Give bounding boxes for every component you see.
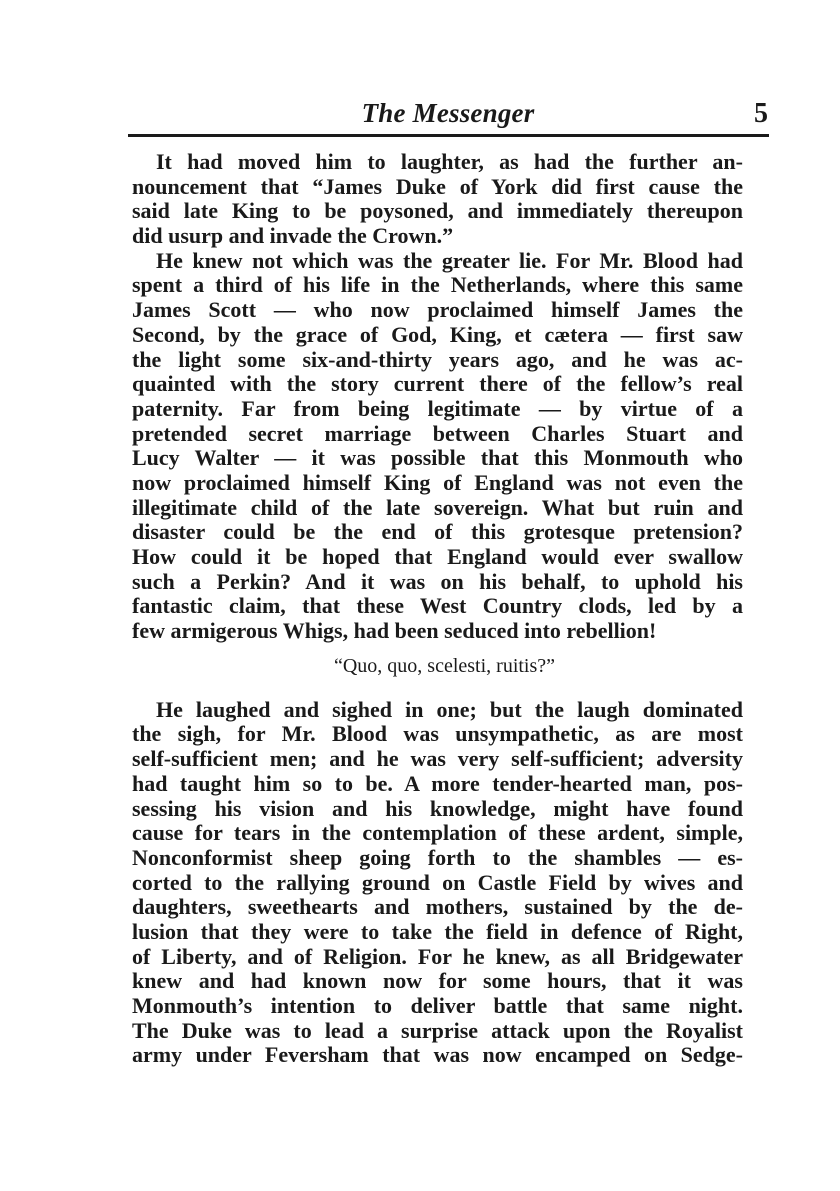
text-line: fantastic claim, that these West Country clods, led by a	[132, 594, 743, 619]
text-line: The Duke was to lead a surprise attack upon the Royalist	[132, 1018, 743, 1043]
paragraph-1	[132, 150, 743, 249]
text-line: the light some six-and-thirty years ago, and he was ac-	[132, 347, 743, 372]
text-line: He laughed and sighed in one; but the laugh dominated	[156, 697, 743, 722]
latin-quote	[132, 654, 743, 680]
text-line: Second, by the grace of God, King, et cætera — first saw	[132, 322, 743, 347]
text-line: did usurp and invade the Crown.”	[132, 224, 454, 249]
page-header	[128, 96, 768, 132]
text-line: few armigerous Whigs, had been seduced into rebellion!	[132, 619, 657, 644]
text-line: lusion that they were to take the field in defence of Right,	[132, 919, 743, 944]
text-line: Nonconformist sheep going forth to the shambles — es-	[132, 845, 743, 870]
text-line: sessing his vision and his knowledge, might have found	[132, 796, 743, 821]
text-line: How could it be hoped that England would ever swallow	[132, 545, 743, 569]
text-line: disaster could be the end of this grotesque pretension?	[132, 520, 743, 545]
text-line: corted to the rallying ground on Castle Field by wives and	[132, 870, 743, 895]
text-line: Monmouth’s intention to deliver battle that same night.	[132, 994, 743, 1018]
text-line: knew and had known now for some hours, that it was	[132, 969, 743, 994]
text-line: James Scott — who now proclaimed himself James the	[132, 298, 743, 323]
text-line: nouncement that “James Duke of York did first cause the	[132, 174, 743, 199]
text-line: He knew not which was the greater lie. For Mr. Blood had	[156, 248, 743, 273]
text-line: had taught him so to be. A more tender-hearted man, pos-	[132, 771, 743, 796]
text-line: spent a third of his life in the Netherlands, where this same	[132, 273, 743, 298]
text-line: self-sufficient men; and he was very self-sufficient; adversity	[132, 747, 743, 772]
paragraph-2	[132, 249, 743, 644]
text-line: of Liberty, and of Religion. For he knew, as all Bridgewater	[132, 944, 743, 969]
text-line: said late King to be poysoned, and immediately thereupon	[132, 199, 743, 224]
text-line: Lucy Walter — it was possible that this Monmouth who	[132, 446, 743, 471]
text-line: such a Perkin? And it was on his behalf, to uphold his	[132, 569, 743, 594]
quote-text: “Quo, quo, scelesti, ruitis?”	[333, 654, 556, 677]
header-rule	[128, 134, 769, 137]
text-line: army under Feversham that was now encamped on Sedge-	[132, 1043, 743, 1068]
text-line: now proclaimed himself King of England was not even the	[132, 470, 743, 495]
text-line: daughters, sweethearts and mothers, sustained by the de-	[132, 895, 743, 920]
text-line: cause for tears in the contemplation of these ardent, simple,	[132, 821, 743, 846]
text-line: the sigh, for Mr. Blood was unsympathetic, as are most	[132, 722, 743, 747]
text-line: pretended secret marriage between Charles Stuart and	[132, 421, 743, 446]
text-line: quainted with the story current there of the fellow’s real	[132, 372, 743, 397]
text-line: It had moved him to laughter, as had the further an-	[156, 150, 743, 174]
paragraph-3	[132, 698, 743, 1068]
body-text	[132, 150, 743, 1068]
running-title: The Messenger	[361, 98, 535, 128]
text-line: illegitimate child of the late sovereign. What but ruin and	[132, 495, 743, 520]
page-number: 5	[754, 98, 768, 129]
text-line: paternity. Far from being legitimate — by virtue of a	[132, 396, 743, 421]
